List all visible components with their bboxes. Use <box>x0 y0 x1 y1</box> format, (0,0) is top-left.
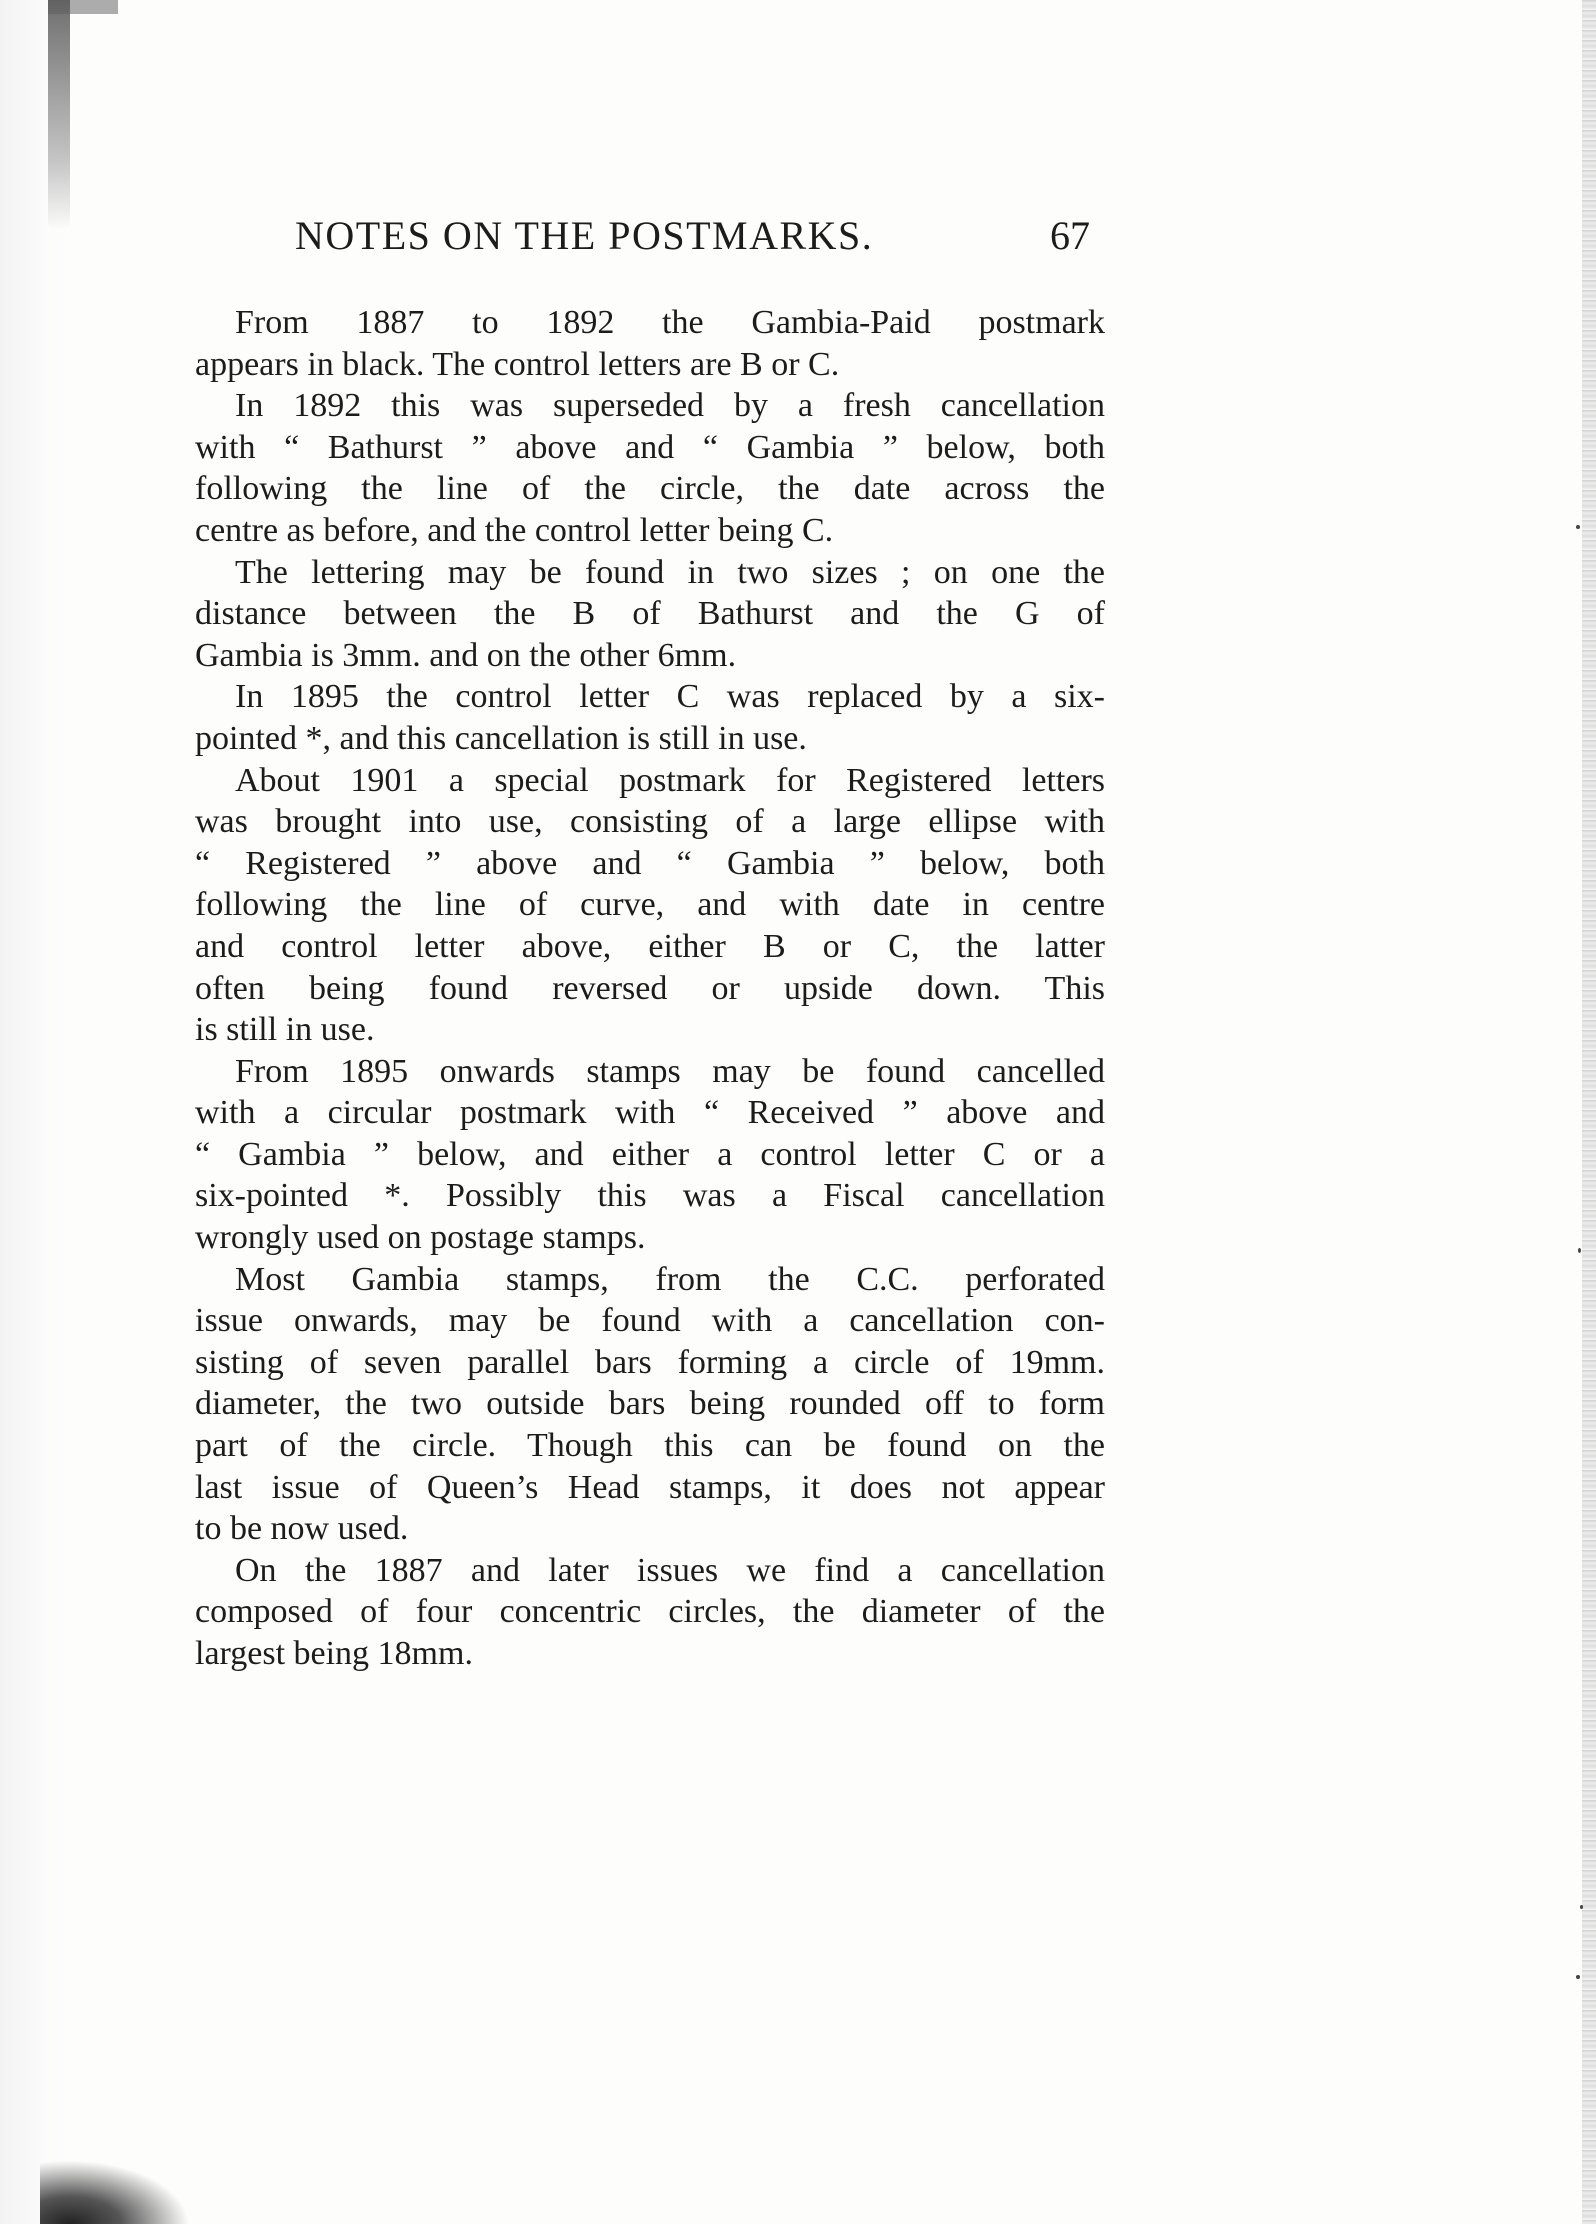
binding-shadow-left <box>0 0 70 2224</box>
text-line: sisting of seven parallel bars forming a circle of 19mm. <box>195 1343 1105 1381</box>
text-line: was brought into use, consisting of a large ellipse with <box>195 803 1105 841</box>
scan-speck <box>1578 1248 1581 1253</box>
text-line: composed of four concentric circles, the diameter of the <box>195 1593 1105 1631</box>
text-line: From 1887 to 1892 the Gambia-Paid postmark <box>235 304 1105 341</box>
scan-edge-mark-bottom <box>40 2160 190 2224</box>
text-line: On the 1887 and later issues we find a cancellation <box>235 1551 1105 1589</box>
body-text <box>195 302 1105 1675</box>
text-line: Gambia is 3mm. and on the other 6mm. <box>195 636 737 674</box>
text-line: following the line of curve, and with date in centre <box>195 886 1105 924</box>
text-line: six-pointed *. Possibly this was a Fiscal cancellation <box>195 1177 1105 1215</box>
text-line: pointed *, and this cancellation is still in use. <box>195 719 807 757</box>
text-line: is still in use. <box>195 1011 375 1049</box>
scan-speck <box>1576 1975 1580 1979</box>
running-head: NOTES ON THE POSTMARKS. <box>295 213 874 258</box>
text-line: In 1892 this was superseded by a fresh cancellation <box>235 387 1105 425</box>
text-line: “ Gambia ” below, and either a control letter C or a <box>195 1135 1105 1173</box>
text-line: The lettering may be found in two sizes ; on one the <box>235 553 1105 591</box>
text-line: and control letter above, either B or C, the latter <box>195 927 1105 965</box>
binding-shadow-right <box>1582 0 1596 2224</box>
text-line: with a circular postmark with “ Received ” above and <box>195 1094 1105 1132</box>
text-line: From 1895 onwards stamps may be found cancelled <box>235 1052 1105 1090</box>
text-line: last issue of Queen’s Head stamps, it does not appear <box>195 1468 1105 1506</box>
text-line: About 1901 a special postmark for Registered letters <box>235 761 1105 799</box>
text-line: to be now used. <box>195 1510 409 1548</box>
text-line: “ Registered ” above and “ Gambia ” below, both <box>195 844 1105 882</box>
page-number: 67 <box>1050 213 1090 258</box>
text-line: diameter, the two outside bars being rounded off to form <box>195 1385 1105 1423</box>
page-header <box>295 212 1095 272</box>
scan-speck <box>1576 525 1580 529</box>
text-line: often being found reversed or upside down. This <box>195 969 1105 1007</box>
scan-edge-mark-top <box>48 0 70 230</box>
text-line: appears in black. The control letters are B or C. <box>195 345 840 383</box>
text-line: Most Gambia stamps, from the C.C. perforated <box>235 1260 1105 1298</box>
text-line: largest being 18mm. <box>195 1635 473 1672</box>
text-line: issue onwards, may be found with a cancellation con- <box>195 1302 1105 1340</box>
text-line: part of the circle. Though this can be found on the <box>195 1427 1105 1465</box>
text-line: wrongly used on postage stamps. <box>195 1219 646 1257</box>
text-line: centre as before, and the control letter being C. <box>195 511 834 549</box>
text-line: following the line of the circle, the date across the <box>195 470 1105 508</box>
text-line: with “ Bathurst ” above and “ Gambia ” below, both <box>195 428 1105 466</box>
scan-speck <box>1580 1905 1583 1909</box>
text-line: distance between the B of Bathurst and the G of <box>195 595 1105 633</box>
text-line: In 1895 the control letter C was replaced by a six- <box>235 678 1105 716</box>
